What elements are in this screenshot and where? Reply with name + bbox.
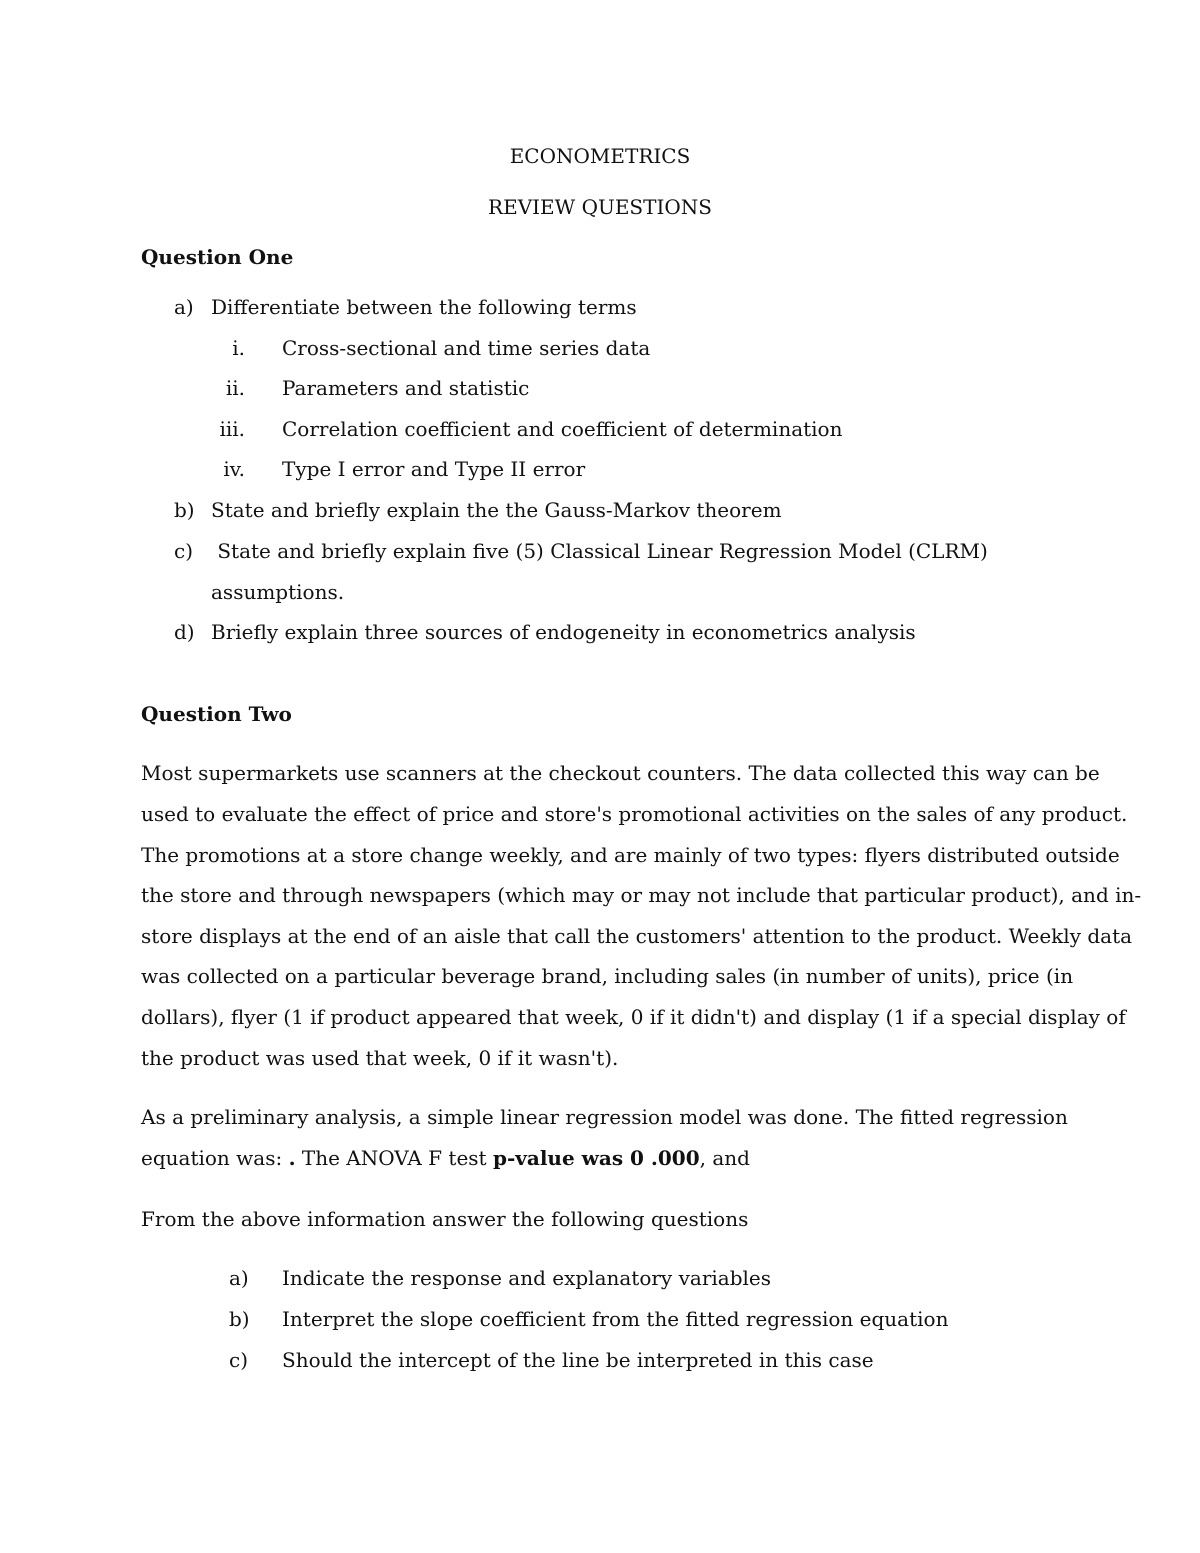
q2-p-value: p-value was 0 .000: [492, 1146, 700, 1170]
q2-b-marker: b): [229, 1307, 250, 1331]
q1-d-marker: d): [174, 620, 195, 644]
q1-a-marker: a): [174, 295, 194, 319]
q2-paragraph-line: the product was used that week, 0 if it wasn't).: [141, 1046, 619, 1070]
q1-sub-ii-text: Parameters and statistic: [282, 376, 530, 400]
q1-d-text: Briefly explain three sources of endogeneity in econometrics analysis: [211, 620, 916, 644]
q2-equation-placeholder: .: [288, 1146, 296, 1170]
q2-analysis-text: The ANOVA F test: [295, 1146, 493, 1170]
q2-a-text: Indicate the response and explanatory variables: [282, 1266, 771, 1290]
q1-sub-iv-marker: iv.: [223, 457, 245, 481]
q1-c-text-line2: assumptions.: [211, 580, 345, 604]
q1-sub-iii-marker: iii.: [219, 417, 245, 441]
q2-paragraph-line: was collected on a particular beverage brand, including sales (in number of units), price (in: [141, 964, 1074, 988]
q2-paragraph-line: used to evaluate the effect of price and store's promotional activities on the sales of any product.: [141, 802, 1128, 826]
q1-a-text: Differentiate between the following terms: [211, 295, 637, 319]
q2-a-marker: a): [229, 1266, 249, 1290]
q1-b-marker: b): [174, 498, 195, 522]
q2-b-text: Interpret the slope coefficient from the fitted regression equation: [282, 1307, 949, 1331]
q2-c-text: Should the intercept of the line be interpreted in this case: [282, 1348, 874, 1372]
q1-sub-ii-marker: ii.: [225, 376, 245, 400]
q1-sub-iii-text: Correlation coefficient and coefficient of determination: [282, 417, 843, 441]
q2-paragraph-line: store displays at the end of an aisle that call the customers' attention to the product. Weekly data: [141, 924, 1133, 948]
q2-c-marker: c): [229, 1348, 249, 1372]
q1-c-text-line1: State and briefly explain five (5) Classical Linear Regression Model (CLRM): [211, 539, 988, 563]
q1-sub-i-text: Cross-sectional and time series data: [282, 336, 651, 360]
q1-sub-iv-text: Type I error and Type II error: [282, 457, 586, 481]
document-title: ECONOMETRICS: [509, 144, 691, 168]
q2-analysis-line-2: [141, 1148, 750, 1168]
q2-paragraph-line: dollars), flyer (1 if product appeared that week, 0 if it didn't) and display (1 if a special display of: [141, 1005, 1126, 1029]
document-subtitle: REVIEW QUESTIONS: [488, 195, 712, 219]
q2-analysis-text: equation was:: [141, 1146, 289, 1170]
q1-sub-i-marker: i.: [232, 336, 245, 360]
q2-instructions: From the above information answer the following questions: [141, 1207, 749, 1231]
q1-c-marker: c): [174, 539, 194, 563]
q2-paragraph-line: the store and through newspapers (which may or may not include that particular product), and in-: [141, 883, 1142, 907]
q2-analysis-text: , and: [699, 1146, 750, 1170]
q1-b-text: State and briefly explain the the Gauss-Markov theorem: [211, 498, 782, 522]
question-two-heading: Question Two: [141, 702, 292, 726]
q2-paragraph-line: Most supermarkets use scanners at the checkout counters. The data collected this way can be: [141, 761, 1100, 785]
q2-analysis-line: As a preliminary analysis, a simple linear regression model was done. The fitted regression: [141, 1105, 1068, 1129]
question-one-heading: Question One: [141, 245, 294, 269]
q2-paragraph-line: The promotions at a store change weekly, and are mainly of two types: flyers distributed outside: [141, 843, 1120, 867]
